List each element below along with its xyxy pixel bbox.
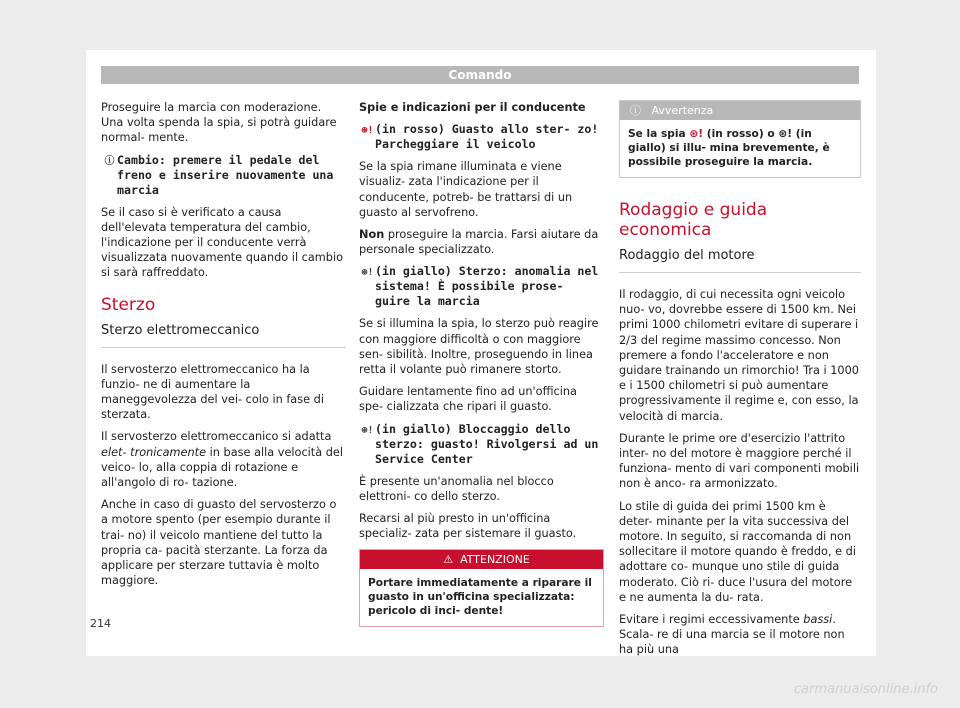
section-header: Comando xyxy=(101,66,859,84)
warning-triangle-icon: ⚠ xyxy=(443,553,454,567)
warning-box xyxy=(619,100,861,178)
paragraph: Proseguire la marcia con moderazione. Una volta spenda la spia, si potrà guidare normal- mente. xyxy=(101,101,337,145)
info-icon: ⓘ xyxy=(630,104,641,117)
paragraph: Lo stile di guida dei primi 1500 km è deter- minante per la vita successiva del motore. In seguito, si raccomanda di non sollecitare il motore quando è freddo, e di adottare co- munque uno stile di guida moderato. Ciò ri- duce l'usura del motore e ne aumenta la du- rata. xyxy=(619,499,856,604)
steering-warning-icon: ⊛! xyxy=(689,128,704,140)
indicator-heading: ⊛! (in rosso) Guasto allo ster- zo! Parcheggiare il veicolo xyxy=(361,122,599,152)
paragraph: Il rodaggio, di cui necessita ogni veicolo nuo- vo, dovrebbe essere di 1500 km. Nei primi 1000 chilometri evitare di superare i 2/3 del regime massimo concesso. Non premere a fondo l'acceleratore e non guidare trainando un rimorchio! Tra i 1000 e i 1500 chilometri si può aumentare progressivamente il regime e, con esso, la velocità di marcia. xyxy=(619,288,859,423)
paragraph: Il servosterzo elettromeccanico si adatta elet- tronicamente in base alla velocità del veico- lo, alla coppia di rotazione e all'angolo di ro- tazione. xyxy=(101,430,344,490)
section-subheading: Rodaggio del motore xyxy=(619,248,861,273)
column-right xyxy=(619,100,861,665)
warning-header: ⓘ Avvertenza xyxy=(620,101,860,120)
attention-header: ⚠ ATTENZIONE xyxy=(360,550,603,569)
paragraph: Evitare i regimi eccessivamente bassi. Scala- re di una marcia se il motore non ha più una xyxy=(619,613,845,657)
watermark: carmanualsonline.info xyxy=(793,682,938,697)
steering-warning-icon: ⊛! xyxy=(778,128,793,140)
info-icon: ⓘ xyxy=(104,155,115,167)
paragraph: Se si illumina la spia, lo sterzo può reagire con maggiore difficoltà o con maggiore sen- sibilità. Inoltre, proseguendo in linea retta il volante può rimanere storto. xyxy=(359,317,599,377)
attention-box xyxy=(359,549,604,627)
steering-warning-icon: ⊛! xyxy=(361,125,374,137)
steering-lock-icon: ⊛! xyxy=(361,424,374,436)
column-middle xyxy=(359,100,604,637)
paragraph: Se il caso si è verificato a causa dell'elevata temperatura del cambio, l'indicazione per il conducente verrà visualizzata nuovamente quando il cambio si sarà raffreddato. xyxy=(101,205,344,280)
warning-body: Se la spia ⊛! (in rosso) o ⊛! (in giallo) si illu- mina brevemente, è possibile proseguire la marcia. xyxy=(628,128,830,168)
paragraph: Il servosterzo elettromeccanico ha la funzio- ne di aumentare la maneggevolezza del vei- colo in fase di sterzata. xyxy=(101,362,324,422)
paragraph: Se la spia rimane illuminata e viene visualiz- zata l'indicazione per il conducente, potreb- be trattarsi di un guasto al servofreno. xyxy=(359,160,573,219)
subsection-title: Spie e indicazioni per il conducente xyxy=(359,101,586,114)
page-number: 214 xyxy=(90,617,111,630)
paragraph: Anche in caso di guasto del servosterzo o a motore spento (per esempio durante il trai- no) il veicolo mantiene del tutto la propria ca- pacità sterzante. La forza da applicare per sterzare tuttavia è molto maggiore. xyxy=(101,498,337,588)
section-heading: Sterzo xyxy=(101,294,156,315)
section-heading: Rodaggio e guida economica xyxy=(619,200,768,240)
indicator-heading: ⓘ Cambio: premere il pedale del freno e inserire nuovamente una marcia xyxy=(104,152,334,197)
paragraph: Recarsi al più presto in un'officina specializ- zata per sistemare il guasto. xyxy=(359,512,577,541)
paragraph: Durante le prime ore d'esercizio l'attrito inter- no del motore è maggiore perché il funziona- mento di vari componenti mobili non è anco- ra armonizzato. xyxy=(619,431,860,491)
steering-warning-icon: ⊛! xyxy=(361,267,374,279)
paragraph: È presente un'anomalia nel blocco elettroni- co dello sterzo. xyxy=(359,474,554,503)
column-left xyxy=(101,100,346,595)
paragraph: Guidare lentamente fino ad un'officina spe- cializzata che ripari il guasto. xyxy=(359,385,577,414)
attention-body: Portare immediatamente a riparare il guasto in un'officina specializzata: pericolo di inci- dente! xyxy=(368,577,592,618)
indicator-heading: ⊛! (in giallo) Bloccaggio dello sterzo: guasto! Rivolgersi ad un Service Center xyxy=(361,421,599,466)
paragraph: Non proseguire la marcia. Farsi aiutare da personale specializzato. xyxy=(359,228,599,257)
section-subheading: Sterzo elettromeccanico xyxy=(101,323,346,348)
indicator-heading: ⊛! (in giallo) Sterzo: anomalia nel sistema! È possibile prose- guire la marcia xyxy=(361,264,599,309)
